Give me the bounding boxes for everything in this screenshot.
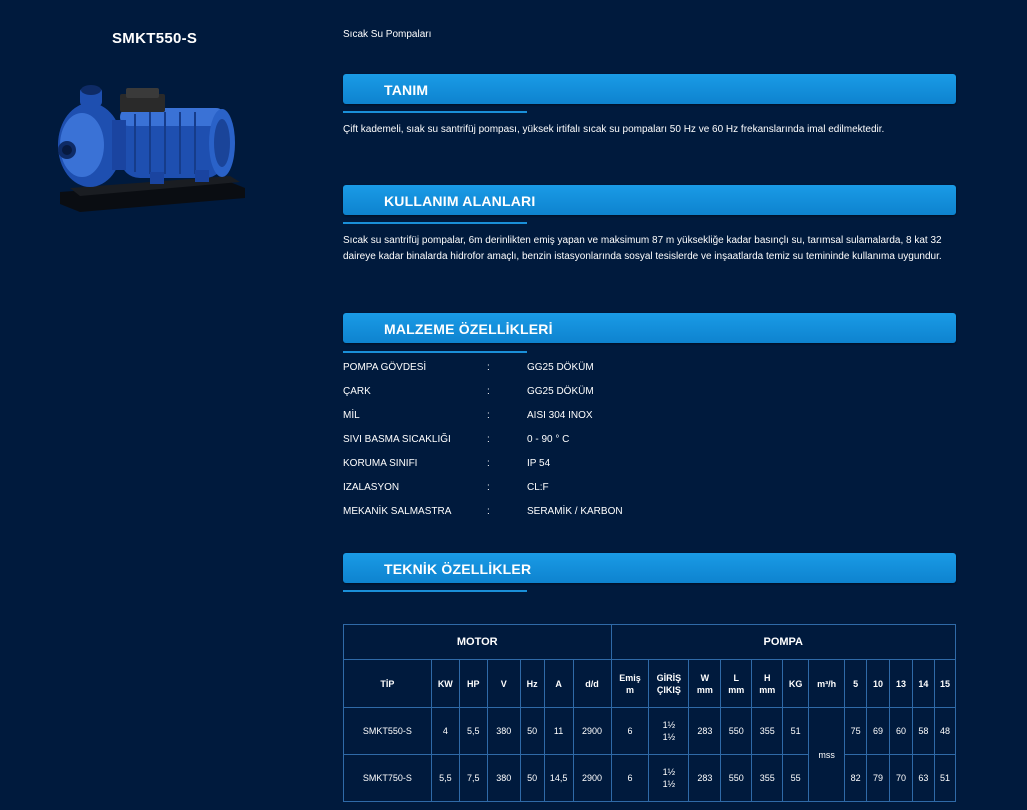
cell-emis: 6 (611, 708, 649, 755)
cell-kg: 55 (783, 755, 809, 802)
col-header-m3h: m³/h (809, 660, 845, 708)
spec-row (343, 458, 843, 474)
cell-v: 380 (487, 755, 520, 802)
col-header-5: 5 (845, 660, 867, 708)
spec-separator: : (487, 386, 490, 397)
spec-value: GG25 DÖKÜM (527, 362, 594, 373)
spec-separator: : (487, 506, 490, 517)
pump-image (50, 80, 250, 215)
spec-value: IP 54 (527, 458, 551, 469)
table-column-header-row (344, 660, 956, 708)
spec-separator: : (487, 362, 490, 373)
cell-flow-14: 63 (912, 755, 934, 802)
spec-key: IZALASYON (343, 482, 400, 493)
section-title: TANIM (384, 82, 429, 98)
section-underline (343, 111, 527, 113)
section-header-tanim (343, 74, 956, 104)
section-underline (343, 222, 527, 224)
cell-flow-13: 70 (890, 755, 913, 802)
cell-l: 550 (721, 755, 752, 802)
spec-value: AISI 304 INOX (527, 410, 593, 421)
cell-hz: 50 (520, 708, 544, 755)
col-header-tip: TİP (344, 660, 432, 708)
header-line: GİRİŞ (656, 672, 682, 683)
pompa-group-header: POMPA (611, 625, 955, 660)
spec-row (343, 434, 843, 450)
cell-hz: 50 (520, 755, 544, 802)
cell-unit-mss: mss (809, 708, 845, 802)
spec-key: KORUMA SINIFI (343, 458, 418, 469)
kullanim-text: Sıcak su santrifüj pompalar, 6m derinlikten emiş yapan ve maksimum 87 m yüksekliğe kadar basınçlı su, tarımsal sulamalarda, 8 kat 32 daireye kadar binalarda hidrofor amaçlı, benzin istasyonlarında sosyal tesislerde ve inşaatlarda temiz su temininde kullanıma uygundur. (343, 235, 942, 262)
cell-flow-15: 48 (934, 708, 955, 755)
cell-a: 14,5 (544, 755, 573, 802)
spec-row (343, 482, 843, 498)
cell-w: 283 (689, 755, 721, 802)
table-group-header-row (344, 625, 956, 660)
header-line: H (763, 672, 771, 683)
col-header-dd: d/d (573, 660, 611, 708)
cell-dd: 2900 (573, 708, 611, 755)
col-header-a: A (544, 660, 573, 708)
header-line: mm (696, 684, 713, 695)
cell-flow-5: 82 (845, 755, 867, 802)
spec-separator: : (487, 410, 490, 421)
spec-value: CL:F (527, 482, 549, 493)
tanim-text: Çift kademeli, sıak su santrifüj pompası, yüksek irtifalı sıcak su pompaları 50 Hz ve 60 Hz frekanslarında imal edilmektedir. (343, 124, 885, 135)
table-row (344, 755, 956, 802)
spec-key: ÇARK (343, 386, 371, 397)
spec-row (343, 506, 843, 522)
cell-a: 11 (544, 708, 573, 755)
section-title: TEKNİK ÖZELLİKLER (384, 561, 532, 577)
cell-flow-13: 60 (890, 708, 913, 755)
spec-key: MİL (343, 410, 360, 421)
col-header-h (752, 660, 783, 708)
motor-group-header: MOTOR (344, 625, 612, 660)
cell-giris-cikis (649, 755, 689, 802)
cell-giris: 1½ (662, 720, 676, 730)
spec-key: SIVI BASMA SICAKLIĞI (343, 434, 451, 445)
spec-row (343, 362, 843, 378)
cell-tip: SMKT550-S (344, 708, 432, 755)
cell-h: 355 (752, 708, 783, 755)
cell-flow-10: 79 (867, 755, 890, 802)
section-header-kullanim (343, 185, 956, 215)
section-title: MALZEME ÖZELLİKLERİ (384, 321, 553, 337)
spec-key: POMPA GÖVDESİ (343, 362, 427, 373)
spec-separator: : (487, 482, 490, 493)
cell-flow-5: 75 (845, 708, 867, 755)
section-underline (343, 351, 527, 353)
col-header-w (689, 660, 721, 708)
category-label: Sıcak Su Pompaları (343, 29, 432, 40)
cell-kw: 4 (431, 708, 459, 755)
col-header-hp: HP (459, 660, 487, 708)
cell-tip: SMKT750-S (344, 755, 432, 802)
cell-hp: 5,5 (459, 708, 487, 755)
cell-flow-10: 69 (867, 708, 890, 755)
cell-v: 380 (487, 708, 520, 755)
cell-l: 550 (721, 708, 752, 755)
col-header-emis (611, 660, 649, 708)
cell-dd: 2900 (573, 755, 611, 802)
col-header-l (721, 660, 752, 708)
cell-h: 355 (752, 755, 783, 802)
header-line: mm (728, 684, 745, 695)
spec-value: SERAMİK / KARBON (527, 506, 623, 517)
tech-table (343, 624, 956, 802)
section-header-malzeme (343, 313, 956, 343)
spec-value: 0 - 90 ° C (527, 434, 570, 445)
spec-key: MEKANİK SALMASTRA (343, 506, 452, 517)
cell-w: 283 (689, 708, 721, 755)
spec-separator: : (487, 434, 490, 445)
table-row (344, 708, 956, 755)
cell-kw: 5,5 (431, 755, 459, 802)
col-header-10: 10 (867, 660, 890, 708)
col-header-15: 15 (934, 660, 955, 708)
spec-value: GG25 DÖKÜM (527, 386, 594, 397)
col-header-14: 14 (912, 660, 934, 708)
cell-cikis: 1½ (662, 732, 676, 742)
header-line: Emiş (619, 672, 641, 683)
col-header-kg: KG (783, 660, 809, 708)
cell-hp: 7,5 (459, 755, 487, 802)
section-header-teknik (343, 553, 956, 583)
cell-emis: 6 (611, 755, 649, 802)
cell-flow-15: 51 (934, 755, 955, 802)
header-line: mm (759, 684, 776, 695)
product-title: SMKT550-S (112, 30, 198, 47)
spec-row (343, 410, 843, 426)
col-header-kw: KW (431, 660, 459, 708)
spec-separator: : (487, 458, 490, 469)
col-header-13: 13 (890, 660, 913, 708)
cell-giris: 1½ (662, 767, 676, 777)
col-header-hz: Hz (520, 660, 544, 708)
section-title: KULLANIM ALANLARI (384, 193, 536, 209)
cell-flow-14: 58 (912, 708, 934, 755)
cell-giris-cikis (649, 708, 689, 755)
header-line: m (625, 684, 634, 695)
cell-kg: 51 (783, 708, 809, 755)
cell-cikis: 1½ (662, 779, 676, 789)
header-line: W (700, 672, 710, 683)
header-line: L (733, 672, 740, 683)
section-underline (343, 590, 527, 592)
col-header-v: V (487, 660, 520, 708)
spec-row (343, 386, 843, 402)
header-line: ÇIKIŞ (656, 684, 681, 695)
col-header-giris (649, 660, 689, 708)
